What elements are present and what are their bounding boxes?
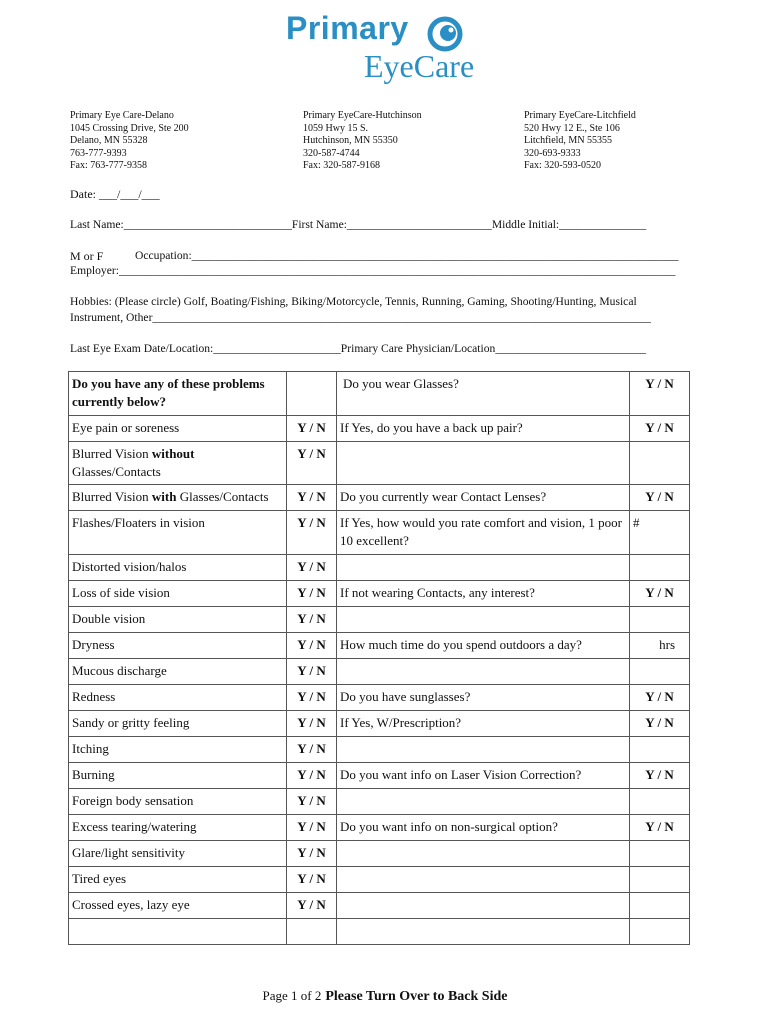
question-cell: If Yes, W/Prescription? xyxy=(337,711,630,737)
office-name: Primary EyeCare-Hutchinson xyxy=(303,110,422,121)
answer-cell xyxy=(630,789,690,815)
problem-cell: Redness xyxy=(69,685,287,711)
question-cell: If Yes, do you have a back up pair? xyxy=(337,416,630,442)
answer-cell xyxy=(630,659,690,685)
header-glasses-answer[interactable]: Y / N xyxy=(630,372,690,416)
question-cell: How much time do you spend outdoors a day? xyxy=(337,633,630,659)
table-row xyxy=(69,841,690,867)
answer-cell xyxy=(630,893,690,919)
date-field[interactable]: Date: ___/___/___ xyxy=(70,187,160,201)
problem-cell: Sandy or gritty feeling xyxy=(69,711,287,737)
office-city: Delano, MN 55328 xyxy=(70,135,148,147)
table-row xyxy=(69,919,690,945)
occupation-field[interactable]: Occupation:____________________________________________________________________________________ xyxy=(135,249,679,262)
answer-cell xyxy=(630,867,690,893)
answer-cell[interactable]: Y / N xyxy=(630,581,690,607)
answer-cell[interactable]: Y / N xyxy=(630,416,690,442)
office-hutchinson xyxy=(303,110,422,173)
employer-field[interactable]: Employer:________________________________________________________________________________________________ xyxy=(70,264,676,277)
office-name: Primary Eye Care-Delano xyxy=(70,110,174,121)
problem-yes-no[interactable]: Y / N xyxy=(287,659,337,685)
problem-yes-no[interactable]: Y / N xyxy=(287,555,337,581)
answer-cell[interactable]: Y / N xyxy=(630,763,690,789)
header-glasses: Do you wear Glasses? xyxy=(337,372,630,416)
answer-cell[interactable]: Y / N xyxy=(630,685,690,711)
problem-cell xyxy=(69,919,287,945)
question-cell xyxy=(337,919,630,945)
answer-cell[interactable]: hrs xyxy=(630,633,690,659)
question-cell xyxy=(337,555,630,581)
question-cell: Do you currently wear Contact Lenses? xyxy=(337,485,630,511)
problem-cell xyxy=(69,442,287,485)
office-street: 520 Hwy 12 E., Ste 106 xyxy=(524,122,620,134)
problem-cell: Foreign body sensation xyxy=(69,789,287,815)
office-fax: Fax: 763-777-9358 xyxy=(70,160,147,172)
question-cell: If not wearing Contacts, any interest? xyxy=(337,581,630,607)
problem-yes-no xyxy=(287,919,337,945)
name-fields[interactable]: Last Name:_____________________________First Name:_________________________Middle Initial:_______________ xyxy=(70,218,647,231)
question-cell: Do you want info on non-surgical option? xyxy=(337,815,630,841)
problem-cell: Mucous discharge xyxy=(69,659,287,685)
problem-yes-no[interactable]: Y / N xyxy=(287,815,337,841)
problem-yes-no[interactable]: Y / N xyxy=(287,867,337,893)
problem-cell: Double vision xyxy=(69,607,287,633)
last-exam-field[interactable]: Last Eye Exam Date/Location:______________________Primary Care Physician/Location__________________________ xyxy=(70,342,647,355)
answer-cell xyxy=(630,841,690,867)
table-row xyxy=(69,633,690,659)
problem-yes-no[interactable]: Y / N xyxy=(287,893,337,919)
problem-cell: Flashes/Floaters in vision xyxy=(69,511,287,555)
problem-cell: Dryness xyxy=(69,633,287,659)
table-row xyxy=(69,685,690,711)
table-row xyxy=(69,711,690,737)
table-row xyxy=(69,815,690,841)
answer-cell xyxy=(630,919,690,945)
question-cell xyxy=(337,442,630,485)
answer-cell xyxy=(630,737,690,763)
office-litchfield xyxy=(524,110,636,173)
office-city: Litchfield, MN 55355 xyxy=(524,135,613,147)
table-row xyxy=(69,511,690,555)
office-delano xyxy=(70,110,189,173)
problem-yes-no[interactable]: Y / N xyxy=(287,789,337,815)
question-cell: Do you have sunglasses? xyxy=(337,685,630,711)
problem-yes-no[interactable]: Y / N xyxy=(287,685,337,711)
question-cell xyxy=(337,737,630,763)
problem-cell: Loss of side vision xyxy=(69,581,287,607)
question-cell xyxy=(337,841,630,867)
problem-yes-no[interactable]: Y / N xyxy=(287,737,337,763)
problem-cell: Glare/light sensitivity xyxy=(69,841,287,867)
office-street: 1045 Crossing Drive, Ste 200 xyxy=(70,122,189,134)
turn-over-note: Please Turn Over to Back Side xyxy=(325,989,508,1004)
table-row xyxy=(69,555,690,581)
question-cell xyxy=(337,789,630,815)
problem-yes-no[interactable]: Y / N xyxy=(287,581,337,607)
problem-yes-no[interactable]: Y / N xyxy=(287,485,337,511)
office-fax: Fax: 320-587-9168 xyxy=(303,160,380,172)
office-phone: 763-777-9393 xyxy=(70,147,127,159)
header-empty xyxy=(287,372,337,416)
table-row xyxy=(69,893,690,919)
problem-text: Blurred Vision xyxy=(72,489,152,504)
office-city: Hutchinson, MN 55350 xyxy=(303,135,398,147)
logo xyxy=(286,10,496,90)
table-row xyxy=(69,659,690,685)
question-cell xyxy=(337,659,630,685)
answer-cell xyxy=(630,555,690,581)
problem-cell: Tired eyes xyxy=(69,867,287,893)
symptoms-table xyxy=(68,371,690,945)
problem-cell xyxy=(69,485,287,511)
question-cell xyxy=(337,607,630,633)
question-cell xyxy=(337,867,630,893)
problem-yes-no[interactable]: Y / N xyxy=(287,511,337,555)
hobbies-line-2[interactable]: Instrument, Other______________________________________________________________________________________ xyxy=(70,311,651,324)
problem-yes-no[interactable]: Y / N xyxy=(287,607,337,633)
problem-yes-no[interactable]: Y / N xyxy=(287,633,337,659)
logo-word-eyecare: EyeCare xyxy=(364,48,475,84)
table-row xyxy=(69,867,690,893)
table-header-row xyxy=(69,372,690,416)
answer-cell xyxy=(630,442,690,485)
logo-word-primary: Primary xyxy=(286,10,409,46)
answer-cell[interactable]: Y / N xyxy=(630,815,690,841)
question-cell: Do you want info on Laser Vision Correction? xyxy=(337,763,630,789)
question-cell: If Yes, how would you rate comfort and vision, 1 poor 10 excellent? xyxy=(337,511,630,555)
problem-emphasis: with xyxy=(151,489,177,504)
question-cell xyxy=(337,893,630,919)
table-row xyxy=(69,581,690,607)
problem-text: Glasses/Contacts xyxy=(72,464,161,479)
office-phone: 320-587-4744 xyxy=(303,147,360,159)
page-footer xyxy=(0,988,770,1005)
sex-field[interactable]: M or F xyxy=(70,249,104,263)
hobbies-line-1: Hobbies: (Please circle) Golf, Boating/Fishing, Biking/Motorcycle, Tennis, Running, Gaming, Shooting/Hunting, Musical xyxy=(70,295,637,308)
problem-cell: Crossed eyes, lazy eye xyxy=(69,893,287,919)
problem-cell: Eye pain or soreness xyxy=(69,416,287,442)
problem-yes-no[interactable]: Y / N xyxy=(287,841,337,867)
table-row xyxy=(69,442,690,485)
page-number: Page 1 of 2 xyxy=(262,988,322,1003)
table-row xyxy=(69,763,690,789)
answer-cell xyxy=(630,607,690,633)
problem-yes-no[interactable]: Y / N xyxy=(287,763,337,789)
office-fax: Fax: 320-593-0520 xyxy=(524,160,601,172)
header-problems: Do you have any of these problems currently below? xyxy=(69,372,287,416)
answer-cell[interactable]: # xyxy=(630,511,690,555)
table-row xyxy=(69,416,690,442)
table-row xyxy=(69,789,690,815)
table-row xyxy=(69,607,690,633)
problem-cell: Distorted vision/halos xyxy=(69,555,287,581)
problem-emphasis: without xyxy=(151,446,195,461)
problem-text: Blurred Vision xyxy=(72,446,152,461)
problem-yes-no[interactable]: Y / N xyxy=(287,416,337,442)
problem-cell: Itching xyxy=(69,737,287,763)
problem-yes-no[interactable]: Y / N xyxy=(287,711,337,737)
problem-cell: Burning xyxy=(69,763,287,789)
problem-cell: Excess tearing/watering xyxy=(69,815,287,841)
answer-cell[interactable]: Y / N xyxy=(630,485,690,511)
answer-cell[interactable]: Y / N xyxy=(630,711,690,737)
office-phone: 320-693-9333 xyxy=(524,147,581,159)
problem-text: Glasses/Contacts xyxy=(176,489,269,504)
office-name: Primary EyeCare-Litchfield xyxy=(524,110,636,121)
table-row xyxy=(69,737,690,763)
problem-yes-no[interactable]: Y / N xyxy=(287,442,337,485)
office-street: 1059 Hwy 15 S. xyxy=(303,122,369,134)
table-row xyxy=(69,485,690,511)
